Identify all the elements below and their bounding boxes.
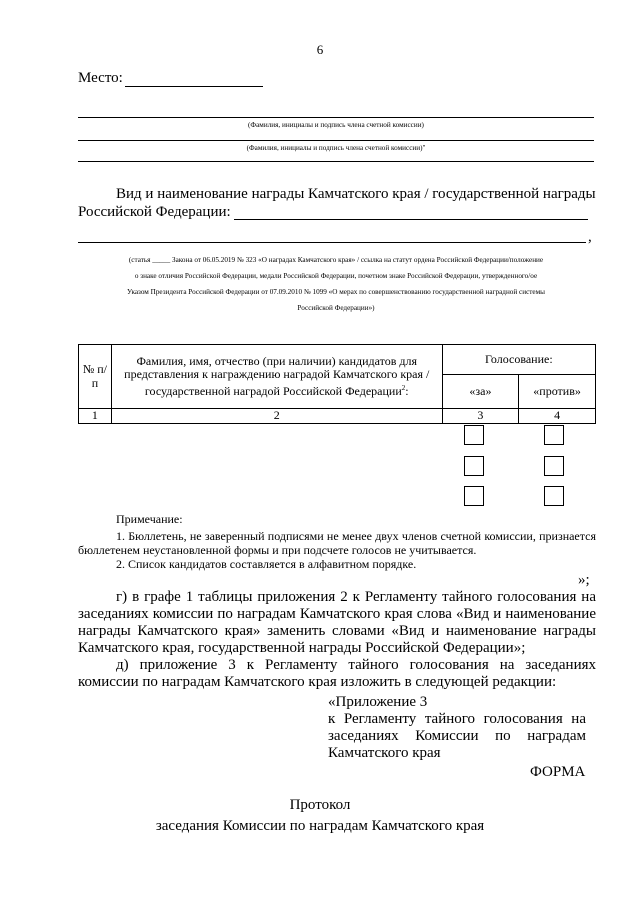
closing-quote: »; [578,572,590,588]
index-cell: 3 [442,409,519,424]
award-comma: , [588,229,592,245]
appendix-number: «Приложение 3 [328,694,428,710]
signature-line-1 [78,117,594,118]
vote-for-checkbox[interactable] [464,425,484,445]
index-cell: 1 [79,409,112,424]
place-field [78,70,263,87]
form-label: ФОРМА [530,764,586,780]
award-title-line1: Вид и наименование награды Камчатского края / государственной награды [116,186,596,202]
signature-caption-2: (Фамилия, инициалы и подпись члена счетной комиссии)" [246,144,426,152]
header-candidate-name: Фамилия, имя, отчество (при наличии) кандидатов для представления к награждению наградой Камчатского края / государственной наградой Российской Федерации$^2$: [111,345,442,409]
vote-against-checkbox[interactable] [544,425,564,445]
page-number: 6 [316,42,324,57]
vote-for-checkbox[interactable] [464,456,484,476]
award-blank-line-1 [234,219,588,220]
protocol-subtitle: заседания Комиссии по наградам Камчатского края [155,818,485,834]
legal-reference-line: о знаке отличия Российской Федерации, медали Российской Федерации, почетном знаке Российской Федерации, утвержденного/ое [134,272,538,280]
note-title: Примечание: [116,512,183,526]
appendix-reference: к Регламенту тайного голосования на заседаниях Комиссии по наградам Камчатского края [328,711,586,761]
header-voting: Голосование: [442,345,595,375]
vote-for-checkbox[interactable] [464,486,484,506]
header-number: № п/п [79,345,112,409]
index-cell: 4 [519,409,596,424]
protocol-title: Протокол [289,797,351,813]
place-blank-line [125,72,263,87]
note-item-2: 2. Список кандидатов составляется в алфавитном порядке. [116,557,417,571]
vote-against-checkbox[interactable] [544,456,564,476]
header-for: «за» [442,375,519,409]
signature-caption-1: (Фамилия, инициалы и подпись члена счетной комиссии) [248,121,424,129]
legal-reference-line: Российской Федерации») [297,304,375,312]
vote-against-checkbox[interactable] [544,486,564,506]
note-item-1: 1. Бюллетень, не заверенный подписями не менее двух членов счетной комиссии, признается бюллетенем неустановленной формы и при подсчете голосов не учитывается. [78,529,596,557]
legal-reference-line: Указом Президента Российской Федерации от 07.09.2010 № 1099 «О мерах по совершенствованию государственной наградной системы [127,288,545,296]
index-cell: 2 [111,409,442,424]
paragraph-g: г) в графе 1 таблицы приложения 2 к Регламенту тайного голосования на заседаниях комиссии по наградам Камчатского края слова «Вид и наименование награды Камчатского края» заменить словами «Вид и наименование награды Камчатского края, государственной награды Российской Федерации»; [78,589,596,656]
award-blank-line-2 [78,242,586,243]
divider-line [78,161,594,162]
place-label: Место: [78,70,123,86]
legal-reference [78,252,594,316]
candidates-table [78,344,596,424]
signature-line-2 [78,140,594,141]
paragraph-d: д) приложение 3 к Регламенту тайного голосования на заседаниях комиссии по наградам Камчатского края изложить в следующей редакции: [78,657,596,690]
legal-reference-line: (статья _____ Закона от 06.05.2019 № 323 «О наградах Камчатского края» / ссылка на статут ордена Российской Федерации/положение [128,256,544,264]
header-against: «против» [519,375,596,409]
award-title-line2: Российской Федерации: [78,204,231,220]
